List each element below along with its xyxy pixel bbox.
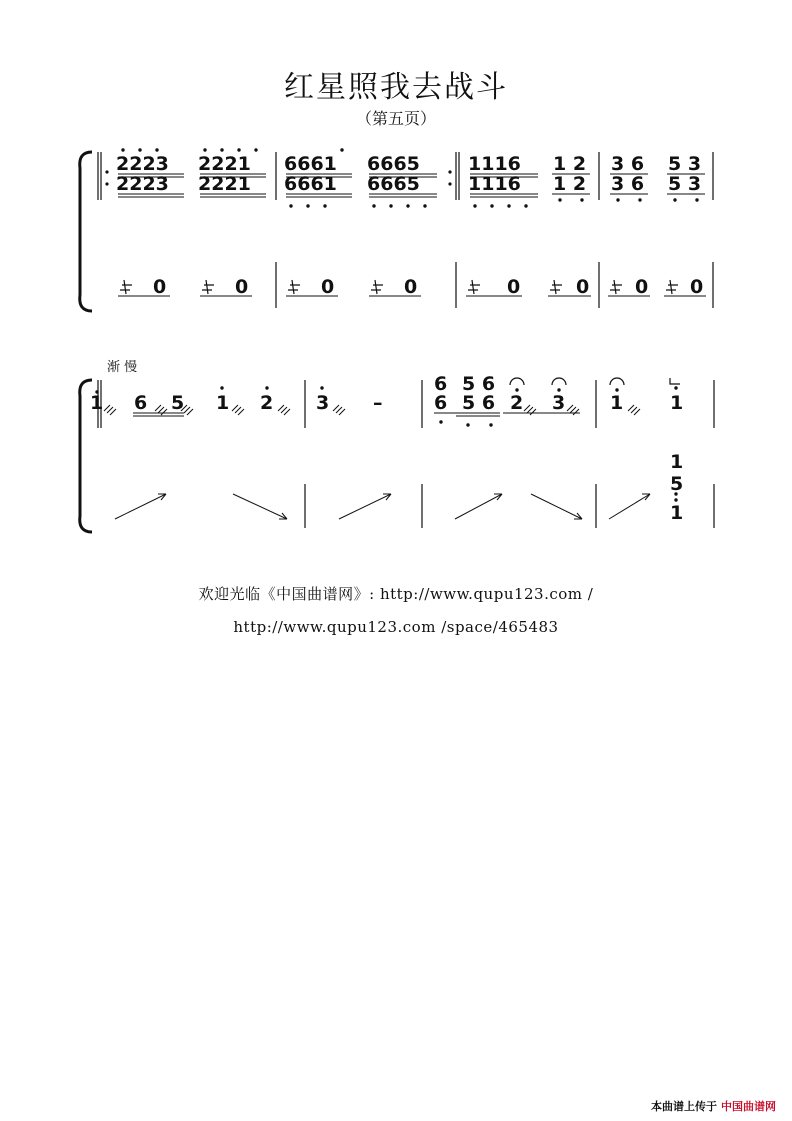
page-indicator: （第五页） xyxy=(355,109,436,128)
svg-text:2223: 2223 xyxy=(116,153,169,175)
svg-text:2: 2 xyxy=(260,392,274,414)
svg-text:2: 2 xyxy=(510,392,524,414)
upload-credit xyxy=(651,1098,776,1114)
svg-text:6: 6 xyxy=(434,373,448,395)
svg-text:5: 5 xyxy=(171,392,185,414)
svg-text:1116: 1116 xyxy=(468,153,521,175)
svg-text:1: 1 xyxy=(216,392,230,414)
final-chord xyxy=(670,451,683,524)
svg-text:3 6: 3 6 xyxy=(611,153,645,175)
tempo-mark: 渐 慢 xyxy=(107,360,138,375)
svg-text:1116: 1116 xyxy=(468,173,521,195)
svg-text:6665: 6665 xyxy=(367,173,420,195)
svg-text:0: 0 xyxy=(507,276,521,298)
svg-text:2221: 2221 xyxy=(198,173,251,195)
footer-line-1: 欢迎光临《中国曲谱网》: http://www.qupu123.com / xyxy=(198,585,594,603)
svg-text:3: 3 xyxy=(316,392,330,414)
svg-text:1: 1 xyxy=(90,392,104,414)
svg-text:1 2: 1 2 xyxy=(553,153,587,175)
svg-text:0: 0 xyxy=(576,276,590,298)
svg-text:6661: 6661 xyxy=(284,173,337,195)
svg-text:1: 1 xyxy=(670,502,684,524)
svg-text:6: 6 xyxy=(434,392,448,414)
svg-text:3: 3 xyxy=(552,392,566,414)
svg-text:0: 0 xyxy=(235,276,249,298)
svg-text:6661: 6661 xyxy=(284,153,337,175)
svg-text:6: 6 xyxy=(134,392,148,414)
system-1-accompaniment-zeros xyxy=(153,276,703,298)
svg-text:0: 0 xyxy=(690,276,704,298)
system-1-accompaniment xyxy=(120,280,678,294)
svg-text:3 6: 3 6 xyxy=(611,173,645,195)
system-2-lower-chord xyxy=(434,392,495,414)
svg-text:–: – xyxy=(373,392,383,414)
svg-text:5: 5 xyxy=(670,473,684,495)
score-title: 红星照我去战斗 xyxy=(284,70,508,105)
svg-text:5 6: 5 6 xyxy=(462,373,496,395)
svg-text:2221: 2221 xyxy=(198,153,251,175)
svg-text:1: 1 xyxy=(610,392,624,414)
svg-text:0: 0 xyxy=(635,276,649,298)
system-2-upper-row xyxy=(90,373,683,414)
svg-text:2223: 2223 xyxy=(116,173,169,195)
svg-text:1 2: 1 2 xyxy=(553,173,587,195)
svg-text:0: 0 xyxy=(404,276,418,298)
svg-text:5 3: 5 3 xyxy=(668,173,702,195)
system-1-upper-row xyxy=(116,153,701,175)
svg-text:6665: 6665 xyxy=(367,153,420,175)
svg-text:1: 1 xyxy=(670,451,684,473)
upload-label: 本曲谱上传于 xyxy=(651,1100,717,1113)
system-1-lower-row xyxy=(116,173,701,195)
svg-text:0: 0 xyxy=(321,276,335,298)
footer-line-2: http://www.qupu123.com /space/465483 xyxy=(233,618,559,636)
svg-text:5 6: 5 6 xyxy=(462,392,496,414)
svg-text:0: 0 xyxy=(153,276,167,298)
svg-text:5 3: 5 3 xyxy=(668,153,702,175)
svg-text:1: 1 xyxy=(670,392,684,414)
site-logo[interactable]: 中国曲谱网 xyxy=(721,1100,776,1113)
